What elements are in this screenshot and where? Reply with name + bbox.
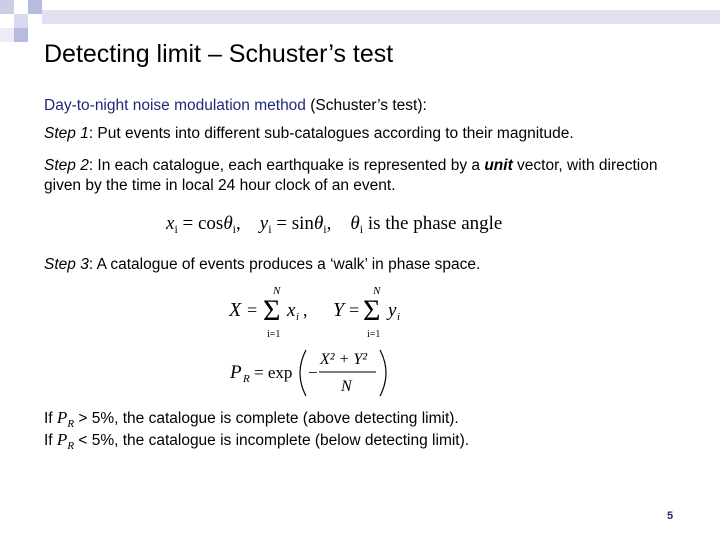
step-1-text: : Put events into different sub-catalogues according to their magnitude. [88,125,574,142]
intro-rest: (Schuster’s test): [305,97,427,114]
eq2-N: N [373,285,381,297]
decor-square [14,14,28,28]
conclusion-p: P [56,408,68,427]
decor-square [28,0,42,14]
step-2 [44,156,694,196]
eq2-comma: , [303,300,308,320]
conclusion-text: > 5%, the catalogue is complete (above detecting limit). [74,410,459,427]
eq1-cos: = cos [177,213,224,234]
eq2-eq: = [349,300,360,320]
conclusion-if: If [44,410,57,427]
eq2-sigma: Σ [363,294,381,327]
eq2-i: i [296,311,300,323]
eq1-phase-text: is the phase angle [363,213,503,234]
equation-sums [225,282,425,340]
method-name: Day-to-night noise modulation method [44,97,306,114]
eq1-sub: i [232,222,237,236]
decor-square [28,14,42,28]
eq2-sigma: Σ [263,294,281,327]
decor-square [0,14,14,28]
eq3-left-paren [300,350,306,396]
eq2-N: N [273,285,281,297]
eq1-sub: i [174,222,178,236]
eq2-lower: i=1 [367,329,381,340]
eq1-sin: = sin [271,213,314,234]
eq3-minus: − [308,363,318,382]
step-3 [44,255,694,275]
step-1-label: Step 1 [44,125,89,142]
step-3-label: Step 3 [44,256,89,273]
eq1-y: y [259,213,269,234]
step-2-label: Step 2 [44,157,89,174]
header-band [42,10,720,24]
eq2-lower: i=1 [267,329,281,340]
conclusion-if: If [44,432,57,449]
equation-unit-vector [166,213,502,237]
step-2-emphasis: unit [484,157,513,174]
conclusion-r: R [67,418,75,431]
decor-square [14,0,28,14]
eq1-theta: θ [350,213,360,234]
eq3-denominator: N [341,378,352,395]
conclusion-incomplete [44,430,694,456]
eq1-theta: θ [313,213,324,234]
eq2-i: i [397,311,401,323]
eq1-sub: i [359,222,364,236]
eq2-y: y [388,300,397,321]
slide-title: Detecting limit – Schuster’s test [44,40,394,68]
step-3-text: : A catalogue of events produces a ‘walk’ in phase space. [88,256,481,273]
page-number: 5 [667,510,674,522]
equation-probability [228,344,398,402]
step-2-text-a: : In each catalogue, each earthquake is represented by a [88,157,485,174]
conclusion-r: R [67,440,75,453]
eq3-R: R [243,373,250,385]
conclusion-p: P [56,430,68,449]
eq1-comma: , [326,213,332,234]
decor-square [14,28,28,42]
eq2-X: X [229,299,242,321]
eq1-sub: i [268,222,272,236]
intro-paragraph [44,96,694,116]
eq3-exp: = exp [254,363,293,382]
eq3-numerator: X² + Y² [320,351,368,368]
conclusion-text: < 5%, the catalogue is incomplete (below detecting limit). [74,432,470,449]
step-2-text-b: vector, with direction given by the time in local 24 hour clock of an event. [44,157,658,194]
eq1-comma: , [236,213,241,234]
eq1-theta: θ [223,213,233,234]
eq2-eq: = [247,300,258,320]
decor-square [0,0,14,14]
eq2-x: x [287,300,296,321]
eq1-sub: i [323,222,327,236]
step-1 [44,124,694,144]
eq3-right-paren [380,350,386,396]
decor-square [0,28,14,42]
eq2-Y: Y [333,299,345,321]
eq3-P: P [230,362,242,383]
eq1-x: x [166,213,175,234]
